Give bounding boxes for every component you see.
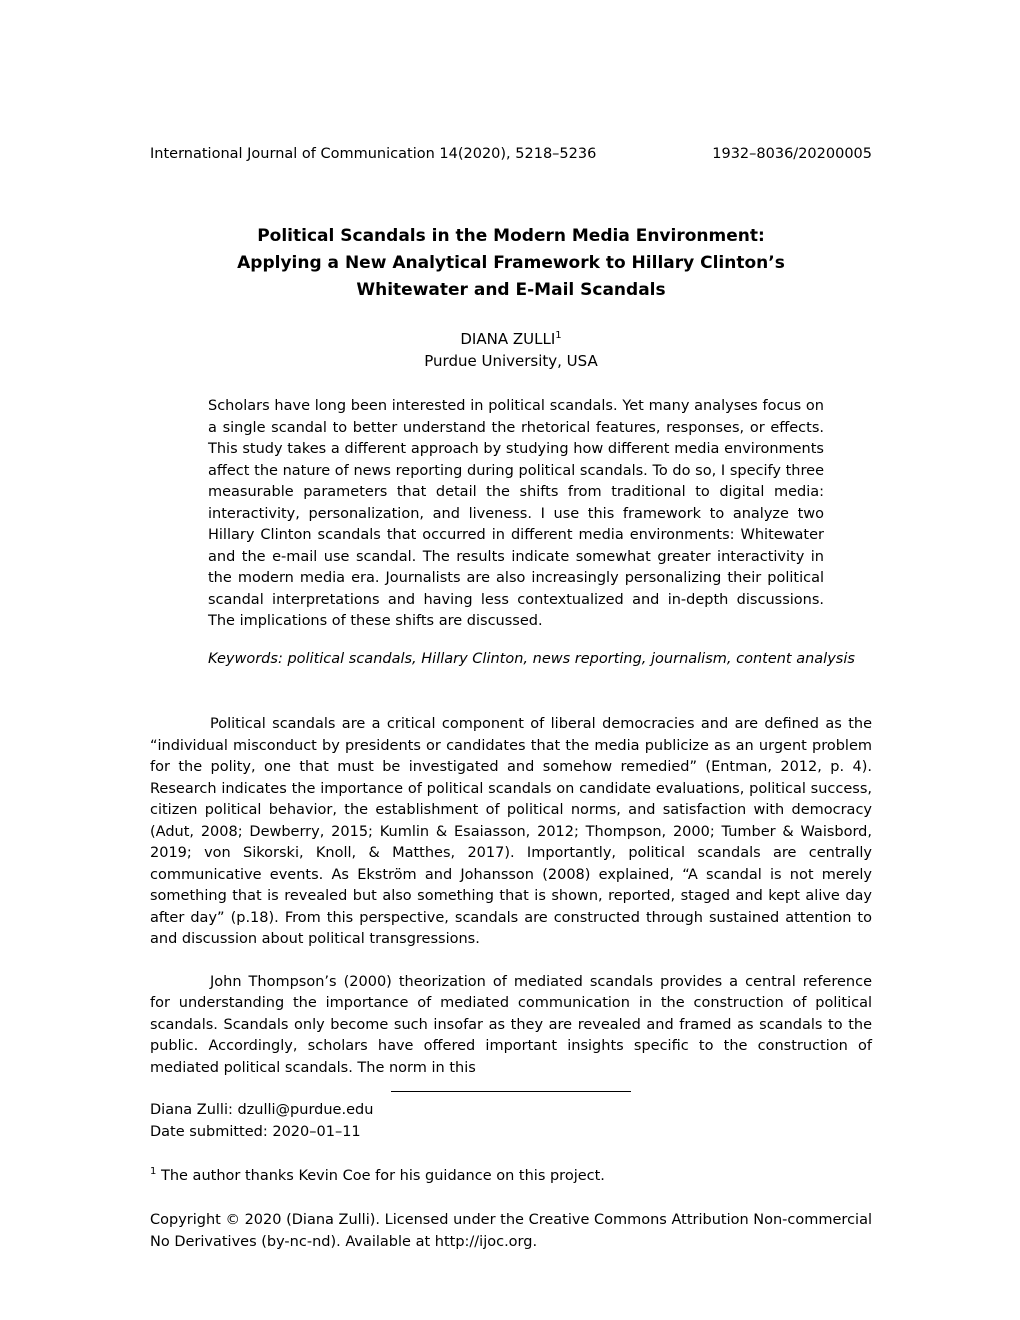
author-name: DIANA ZULLI	[460, 330, 556, 348]
abstract-text: Scholars have long been interested in political scandals. Yet many analyses focus on a single scandal to better understand the rhetorical features, responses, or effects. This study takes a different approach by studying how different media environments affect the nature of news reporting during political scandals. To do so, I specify three measurable parameters that detail the shifts from traditional to digital media: interactivity, personalization, and liveness. I use this framework to analyze two Hillary Clinton scandals that occurred in different media environments: Whitewater and the e-mail use scandal. The results indicate somewhat greater interactivity in the modern media era. Journalists are also increasingly personalizing their political scandal interpretations and having less contextualized and in-depth discussions. The implications of these shifts are discussed.	[208, 398, 824, 629]
running-header	[150, 146, 872, 163]
author-affiliation: Purdue University, USA	[424, 352, 598, 370]
article-title-line3: Whitewater and E-Mail Scandals	[356, 280, 666, 300]
author-block	[150, 328, 872, 372]
footnote-1-text: The author thanks Kevin Coe for his guidance on this project.	[160, 1168, 605, 1185]
body-paragraph-2: John Thompson’s (2000) theorization of mediated scandals provides a central reference for understanding the importance of mediated communication in the construction of political scandals. Scandals only become such insofar as they are revealed and framed as scandals to the public. Accordingly, scholars have offered important insights specific to the construction of mediated political scandals. The norm in this	[150, 973, 872, 1076]
footnote-1	[150, 1165, 872, 1187]
body-paragraph-1: Political scandals are a critical component of liberal democracies and are defined as the “individual misconduct by presidents or candidates that the media publicize as an urgent problem for the polity, one that must be investigated and somehow remedied” (Entman, 2012, p. 4). Research indicates the importance of political scandals on candidate evaluations, political success, citizen political behavior, the establishment of political norms, and satisfaction with democracy (Adut, 2008; Dewberry, 2015; Kumlin & Esaiasson, 2012; Thompson, 2000; Tumber & Waisbord, 2019; von Sikorski, Knoll, & Matthes, 2017). Importantly, political scandals are centrally communicative events. As Ekström and Johansson (2008) explained, “A scandal is not merely something that is revealed but also something that is shown, reported, staged and kept alive day after day” (p.18). From this perspective, scandals are constructed through sustained attention to and discussion about political transgressions.	[150, 716, 872, 947]
footnote-1-marker: 1	[150, 1166, 157, 1178]
footnote-block	[150, 1099, 872, 1143]
author-name-line	[150, 328, 872, 350]
author-footnote-marker: 1	[555, 330, 562, 341]
article-title-line1: Political Scandals in the Modern Media Environment:	[257, 226, 765, 246]
footnote-separator	[391, 1091, 631, 1092]
keywords-line: Keywords: political scandals, Hillary Clinton, news reporting, journalism, content analysis	[208, 650, 855, 667]
article-title	[150, 223, 872, 304]
copyright-notice: Copyright © 2020 (Diana Zulli). Licensed under the Creative Commons Attribution Non-commercial No Derivatives (by-nc-nd). Available at http://ijoc.org.	[150, 1212, 872, 1251]
issn-article-number: 1932–8036/20200005	[712, 146, 872, 162]
date-submitted: Date submitted: 2020–01–11	[150, 1124, 361, 1141]
author-contact-email: Diana Zulli: dzulli@purdue.edu	[150, 1102, 374, 1119]
journal-citation: International Journal of Communication 14(2020), 5218–5236	[150, 146, 597, 162]
article-title-line2: Applying a New Analytical Framework to Hillary Clinton’s	[237, 253, 785, 273]
